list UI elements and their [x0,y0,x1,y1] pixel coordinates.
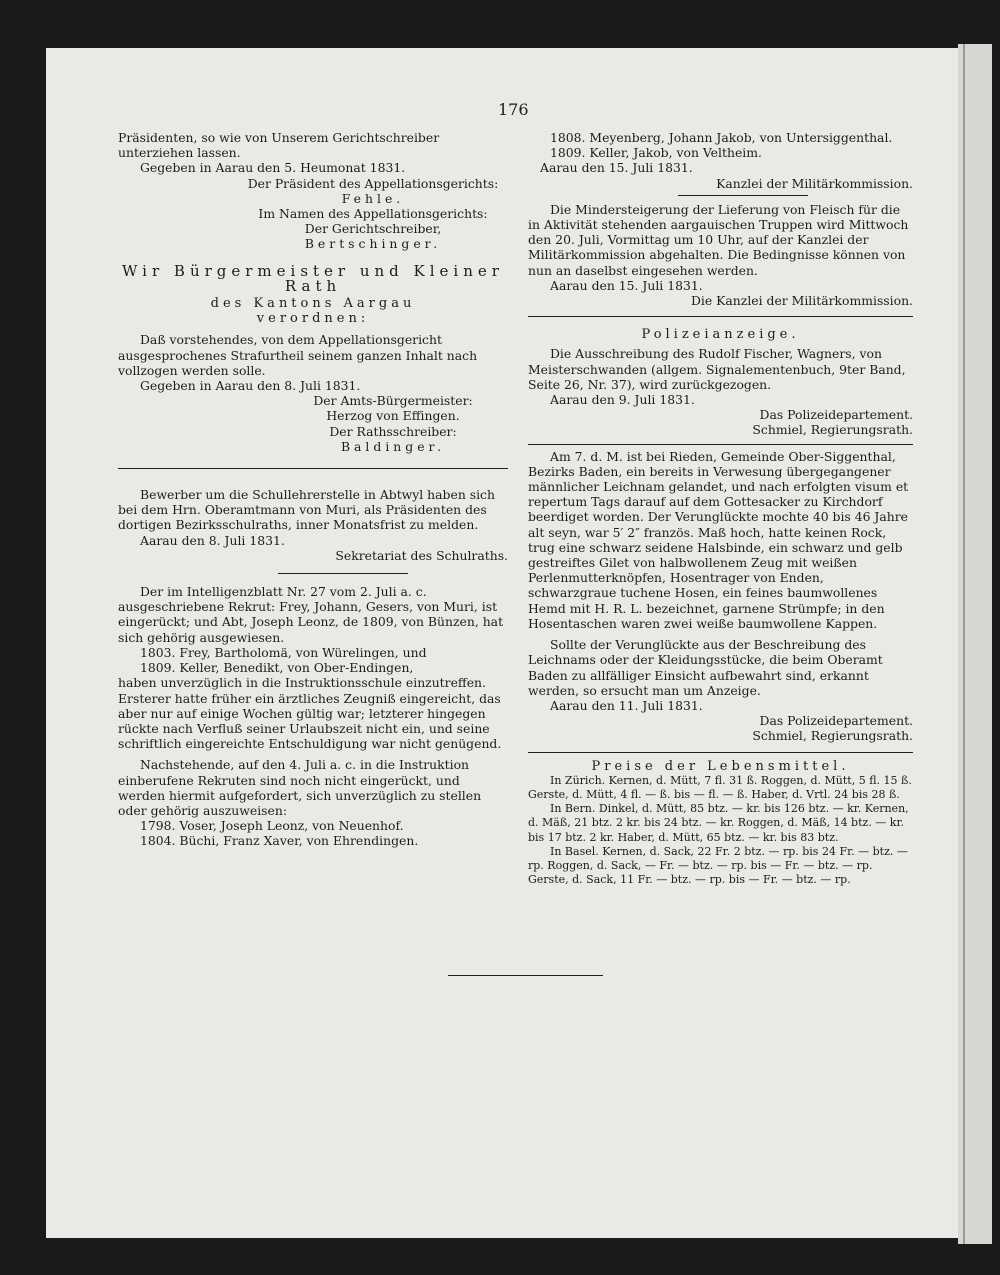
signature-title: Sekretariat des Schulraths. [335,547,508,563]
left-column [118,130,508,849]
price-entry: In Zürich. Kernen, d. Mütt, 7 fl. 31 ß. Roggen, d. Mütt, 5 fl. 15 ß. Gerste, d. Mütt, 4 fl. — ß. bis — fl. — ß. Haber, d. Vrtl. 24 bis 28 ß. [528,773,912,801]
heading: verordnen: [256,311,370,327]
list-item: 1808. Meyenberg, Johann Jakob, von Untersiggenthal. [550,130,893,145]
list-item: 1809. Keller, Jakob, von Veltheim. [550,145,762,161]
date-line: Aarau den 15. Juli 1831. [550,277,703,293]
heading: Preise der Lebensmittel. [591,758,850,774]
signature-title: Das Polizeidepartement. [759,713,913,729]
paragraph: Bewerber um die Schullehrerstelle in Abtwyl haben sich bei dem Hrn. Oberamtmann von Muri, als Präsidenten des dortigen Bezirksschulraths, inner Monatsfrist zu melden. [118,487,495,533]
signature-name: Baldinger. [340,438,446,454]
list-item: 1803. Frey, Bartholomä, von Würelingen, und [140,644,427,660]
signature-name: Fehle. [341,190,405,206]
divider [528,752,913,753]
bottom-divider [448,975,603,976]
paragraph: Nachstehende, auf den 4. Juli a. c. in die Instruktion einberufene Rekruten sind noch nicht eingerückt, und werden hiermit aufgefordert, sich unverzüglich zu stellen oder gehörig auszuweisen: [118,757,482,818]
signature-name: Bertschinger. [304,236,442,252]
signature-title: Der Präsident des Appellationsgerichts: [247,175,499,191]
price-entry: In Basel. Kernen, d. Sack, 22 Fr. 2 btz. — rp. bis 24 Fr. — btz. — rp. Roggen, d. Sack, — Fr. — btz. — rp. bis — Fr. — btz. — rp. Gerste, d. Sack, 11 Fr. — btz. — rp. bis — Fr. — btz. — rp. [528,844,908,887]
signature-title: Der Gerichtschreiber, [304,221,442,237]
signature-title: Die Kanzlei der Militärkommission. [691,293,913,309]
price-entry: In Bern. Dinkel, d. Mütt, 85 btz. — kr. bis 126 btz. — kr. Kernen, d. Mäß, 21 btz. 2 kr. bis 24 btz. — kr. Roggen, d. Mäß, 14 btz. — kr. bis 17 btz. 2 kr. Haber, d. Mütt, 65 btz. — kr. bis 83 btz. [528,802,909,844]
signature-title: Kanzlei der Militärkommission. [716,175,913,191]
paragraph: Daß vorstehendes, von dem Appellationsgericht ausgesprochenes Strafurtheil seinem ganzen Inhalt nach vollzogen werden solle. [118,332,478,378]
divider [528,444,913,445]
heading: Polizeianzeige. [641,327,800,343]
signature-title: Das Polizeidepartement. [759,407,913,423]
signature-name: Schmiel, Regierungsrath. [752,422,913,438]
signature-title: Der Rathsschreiber: [329,423,457,439]
divider [118,468,508,469]
list-item: 1809. Keller, Benedikt, von Ober-Endingen, [140,660,414,676]
signature-name: Herzog von Effingen. [326,408,460,424]
heading: des Kantons Aargau [210,296,416,312]
list-item: 1804. Büchi, Franz Xaver, von Ehrendingen. [140,833,419,849]
page-number: 176 [498,100,529,119]
date-line: Gegeben in Aarau den 5. Heumonat 1831. [140,160,406,176]
paragraph: Der im Intelligenzblatt Nr. 27 vom 2. Juli a. c. ausgeschriebene Rekrut: Frey, Johann, Gesers, von Muri, ist eingerückt; und Abt, Joseph Leonz, de 1809, von Bünzen, hat sich gehörig ausgewiesen. [118,584,504,645]
paragraph: Die Ausschreibung des Rudolf Fischer, Wagners, von Meisterschwanden (allgem. Signalementenbuch, 9ter Band, Seite 26, Nr. 37), wird zurückgezogen. [528,346,906,392]
date-line: Aarau den 8. Juli 1831. [140,532,285,548]
divider [528,316,913,317]
date-line: Gegeben in Aarau den 8. Juli 1831. [140,378,361,394]
date-line: Aarau den 9. Juli 1831. [550,392,695,408]
divider [278,573,408,574]
date-line: Aarau den 11. Juli 1831. [550,697,703,713]
paragraph: Präsidenten, so wie von Unserem Gerichtschreiber unterziehen lassen. [118,130,440,161]
paragraph: Am 7. d. M. ist bei Rieden, Gemeinde Ober-Siggenthal, Bezirks Baden, ein bereits in Verwesung übergegangener männlicher Leichnam gelandet, und nach erfolgten visum et repertum Tags darauf auf dem Gottesacker zu Kirchdorf beerdiget worden. Der Verunglückte mochte 40 bis 46 Jahre alt seyn, war 5′ 2″ französ. Maß hoch, hatte keinen Rock, trug eine schwarz seidene Halsbinde, ein schwarz und gelb gestreiftes Gilet von halbwollenem Zeug mit weißen Perlenmutterknöpfen, Hosentrager von Enden, schwarzgraue tuchene Hosen, ein feines baumwollenes Hemd mit H. R. L. bezeichnet, garnene Strümpfe; in den Hosentaschen waren zwei weiße baumwollene Kappen. [528,448,909,631]
paragraph: haben unverzüglich in die Instruktionsschule einzutreffen. Ersterer hatte früher ein ärztliches Zeugniß eingereicht, das aber nur auf einige Wochen gültig war; letzterer hingegen rückte nach Verfluß seiner Urlaubszeit nicht ein, und seine schriftlich eingereichte Entschuldigung war nicht genügend. [118,675,502,752]
paragraph: Sollte der Verunglückte aus der Beschreibung des Leichnams oder der Kleidungsstücke, die beim Oberamt Baden zu allfälliger Einsicht aufbewahrt sind, erkannt werden, so ersucht man um Anzeige. [528,637,883,698]
date-line: Aarau den 15. Juli 1831. [540,160,693,176]
signature-title: Der Amts-Bürgermeister: [313,393,473,409]
right-column [528,130,913,887]
heading: Wir Bürgermeister und Kleiner Rath [122,261,504,295]
page-edge-line [963,44,965,1244]
signature-name: Schmiel, Regierungsrath. [752,728,913,744]
paragraph: Die Mindersteigerung der Lieferung von Fleisch für die in Aktivität stehenden aargauischen Truppen wird Mittwoch den 20. Juli, Vormittag um 10 Uhr, auf der Kanzlei der Militärkommission abgehalten. Die Bedingnisse können von nun an daselbst eingesehen werden. [528,201,909,278]
list-item: 1798. Voser, Joseph Leonz, von Neuenhof. [140,818,404,834]
divider [678,195,808,196]
signature-title: Im Namen des Appellationsgerichts: [258,206,488,222]
